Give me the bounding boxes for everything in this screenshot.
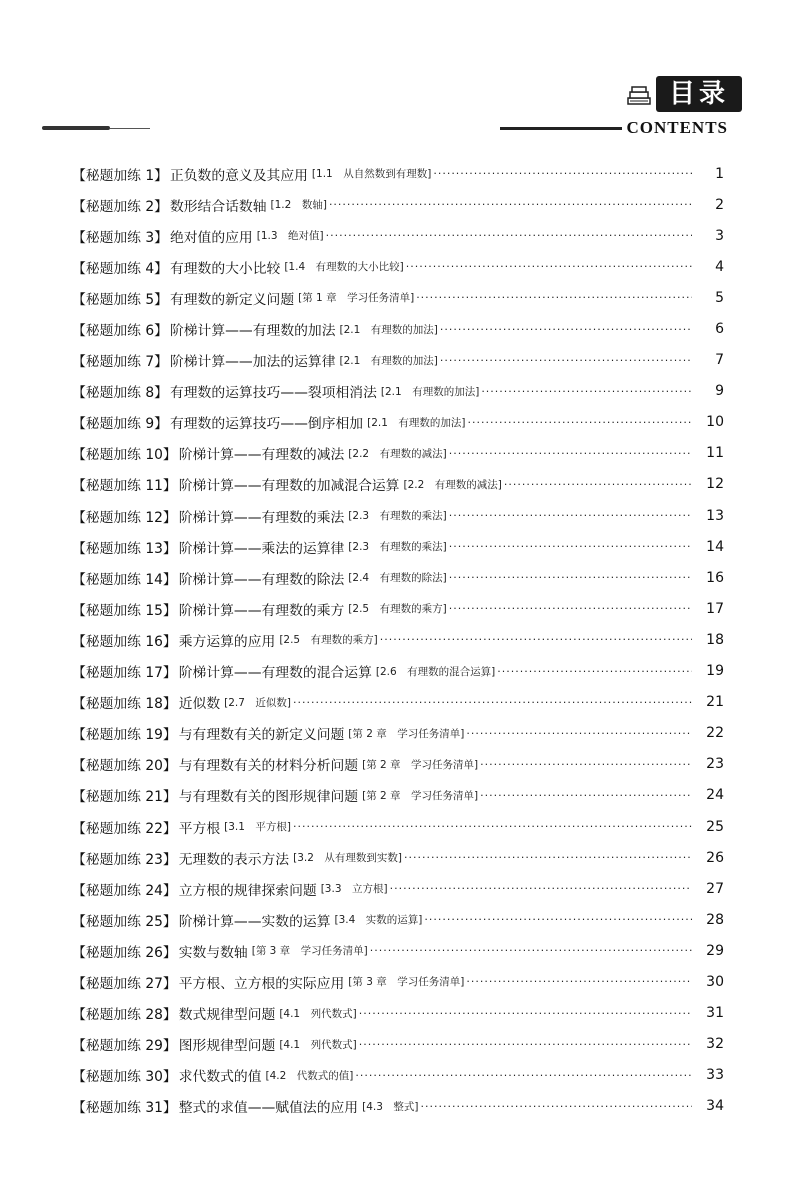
toc-entry-source: [第 2 章 学习任务清单] bbox=[362, 758, 479, 771]
toc-entry-page: 4 bbox=[715, 258, 724, 275]
toc-entry-source: [2.1 有理数的加法] bbox=[367, 416, 466, 429]
toc-entry-title: 与有理数有关的材料分析问题 bbox=[178, 758, 359, 775]
toc-entry-title: 无理数的表示方法 bbox=[178, 851, 290, 868]
toc-entry-tag: 【秘题加练 3】 bbox=[72, 229, 168, 246]
toc-entry-tag: 【秘题加练 29】 bbox=[72, 1038, 177, 1055]
toc-entry[interactable] bbox=[72, 282, 724, 313]
toc-entry-title: 与有理数有关的图形规律问题 bbox=[178, 789, 359, 806]
toc-entry-source: [4.1 列代数式] bbox=[279, 1007, 357, 1020]
toc-entry-page: 23 bbox=[706, 756, 724, 773]
toc-leader-dots bbox=[416, 291, 692, 304]
toc-entry-source: [2.3 有理数的乘法] bbox=[348, 510, 447, 523]
toc-entry-page: 19 bbox=[706, 663, 724, 680]
toc-entry-page: 27 bbox=[706, 880, 724, 897]
toc-entry-page: 29 bbox=[706, 942, 724, 959]
toc-entry-tag: 【秘题加练 1】 bbox=[72, 167, 168, 184]
toc-entry-title: 阶梯计算——有理数的除法 bbox=[178, 571, 345, 588]
toc-entry-source: [1.4 有理数的大小比较] bbox=[284, 261, 404, 274]
toc-leader-dots bbox=[466, 727, 692, 740]
table-of-contents bbox=[72, 158, 724, 1122]
toc-entry-title: 立方根的规律探索问题 bbox=[178, 882, 317, 899]
toc-entry-tag: 【秘题加练 31】 bbox=[72, 1100, 177, 1117]
toc-entry[interactable] bbox=[72, 811, 724, 842]
toc-entry[interactable] bbox=[72, 687, 724, 718]
toc-entry-tag: 【秘题加练 18】 bbox=[72, 696, 177, 713]
toc-entry-title: 平方根 bbox=[178, 820, 221, 837]
toc-entry[interactable] bbox=[72, 935, 724, 966]
toc-entry-page: 21 bbox=[706, 694, 724, 711]
toc-leader-dots bbox=[293, 696, 692, 709]
toc-entry[interactable] bbox=[72, 376, 724, 407]
toc-leader-dots bbox=[440, 323, 692, 336]
toc-entry-tag: 【秘题加练 23】 bbox=[72, 851, 177, 868]
toc-entry-title: 阶梯计算——实数的运算 bbox=[178, 913, 331, 930]
toc-entry-source: [2.5 有理数的乘方] bbox=[279, 634, 378, 647]
toc-entry-page: 26 bbox=[706, 849, 724, 866]
toc-entry[interactable] bbox=[72, 158, 724, 189]
left-rule bbox=[42, 126, 110, 130]
toc-entry-tag: 【秘题加练 30】 bbox=[72, 1069, 177, 1086]
page-header bbox=[0, 0, 800, 140]
mulu-title: 目录 bbox=[656, 76, 742, 112]
toc-entry-title: 求代数式的值 bbox=[178, 1069, 262, 1086]
toc-entry-title: 阶梯计算——有理数的乘法 bbox=[178, 509, 345, 526]
toc-entry-page: 6 bbox=[715, 321, 724, 338]
toc-entry-page: 11 bbox=[706, 445, 724, 462]
toc-entry-tag: 【秘题加练 24】 bbox=[72, 882, 177, 899]
toc-leader-dots bbox=[468, 416, 692, 429]
toc-entry[interactable] bbox=[72, 593, 724, 624]
toc-entry-page: 22 bbox=[706, 725, 724, 742]
toc-leader-dots bbox=[355, 1069, 692, 1082]
toc-entry-tag: 【秘题加练 19】 bbox=[72, 727, 177, 744]
toc-leader-dots bbox=[421, 1100, 693, 1113]
toc-entry-source: [2.2 有理数的减法] bbox=[348, 447, 447, 460]
toc-entry-tag: 【秘题加练 20】 bbox=[72, 758, 177, 775]
toc-entry-title: 有理数的运算技巧——倒序相加 bbox=[169, 416, 364, 433]
toc-entry[interactable] bbox=[72, 1029, 724, 1060]
toc-entry-page: 2 bbox=[715, 196, 724, 213]
toc-entry-tag: 【秘题加练 21】 bbox=[72, 789, 177, 806]
toc-entry-title: 有理数的运算技巧——裂项相消法 bbox=[169, 385, 377, 402]
toc-entry-source: [4.1 列代数式] bbox=[279, 1038, 357, 1051]
toc-entry[interactable] bbox=[72, 251, 724, 282]
toc-entry-tag: 【秘题加练 11】 bbox=[72, 478, 177, 495]
toc-entry-page: 10 bbox=[706, 414, 724, 431]
toc-leader-dots bbox=[480, 758, 692, 771]
toc-leader-dots bbox=[406, 260, 692, 273]
toc-entry-tag: 【秘题加练 28】 bbox=[72, 1007, 177, 1024]
toc-entry-source: [3.2 从有理数到实数] bbox=[293, 852, 403, 865]
toc-entry-tag: 【秘题加练 2】 bbox=[72, 198, 168, 215]
toc-entry-source: [第 2 章 学习任务清单] bbox=[362, 789, 479, 802]
toc-entry-tag: 【秘题加练 9】 bbox=[72, 416, 168, 433]
toc-entry-source: [2.1 有理数的加法] bbox=[339, 323, 438, 336]
toc-entry-source: [2.1 有理数的加法] bbox=[380, 385, 480, 398]
toc-entry-title: 数式规律型问题 bbox=[178, 1007, 276, 1024]
toc-entry[interactable] bbox=[72, 345, 724, 376]
toc-entry-source: [1.1 从自然数到有理数] bbox=[311, 168, 432, 181]
toc-entry-page: 24 bbox=[706, 787, 724, 804]
toc-entry-source: [2.1 有理数的加法] bbox=[339, 354, 438, 367]
toc-entry[interactable] bbox=[72, 189, 724, 220]
toc-entry-title: 阶梯计算——有理数的加法 bbox=[169, 323, 336, 340]
toc-entry-tag: 【秘题加练 14】 bbox=[72, 571, 177, 588]
toc-entry-source: [2.4 有理数的除法] bbox=[348, 572, 447, 585]
toc-entry-source: [3.4 实数的运算] bbox=[334, 914, 423, 927]
toc-entry-page: 3 bbox=[715, 227, 724, 244]
toc-entry-page: 5 bbox=[715, 289, 724, 306]
toc-entry-page: 1 bbox=[715, 165, 724, 182]
toc-leader-dots bbox=[370, 944, 692, 957]
toc-entry-tag: 【秘题加练 7】 bbox=[72, 354, 168, 371]
toc-entry-source: [4.2 代数式的值] bbox=[265, 1069, 354, 1082]
toc-leader-dots bbox=[293, 820, 692, 833]
toc-entry-source: [4.3 整式] bbox=[362, 1100, 419, 1113]
toc-leader-dots bbox=[390, 882, 692, 895]
toc-entry-title: 实数与数轴 bbox=[178, 944, 248, 961]
toc-entry-source: [1.2 数轴] bbox=[270, 199, 327, 212]
toc-entry[interactable] bbox=[72, 1091, 724, 1122]
toc-entry[interactable] bbox=[72, 780, 724, 811]
toc-entry-tag: 【秘题加练 15】 bbox=[72, 602, 177, 619]
toc-entry-source: [第 3 章 学习任务清单] bbox=[251, 945, 368, 958]
toc-entry[interactable] bbox=[72, 469, 724, 500]
toc-entry-title: 有理数的新定义问题 bbox=[169, 291, 295, 308]
toc-entry[interactable] bbox=[72, 1060, 724, 1091]
toc-entry-page: 13 bbox=[706, 507, 724, 524]
toc-entry-page: 32 bbox=[706, 1036, 724, 1053]
toc-leader-dots bbox=[466, 975, 692, 988]
toc-leader-dots bbox=[481, 385, 692, 398]
toc-entry[interactable] bbox=[72, 220, 724, 251]
toc-entry-source: [3.1 平方根] bbox=[224, 821, 292, 834]
toc-leader-dots bbox=[449, 602, 692, 615]
toc-leader-dots bbox=[440, 354, 692, 367]
toc-entry-tag: 【秘题加练 25】 bbox=[72, 913, 177, 930]
toc-entry-title: 阶梯计算——加法的运算律 bbox=[169, 354, 336, 371]
toc-entry-page: 25 bbox=[706, 818, 724, 835]
toc-leader-dots bbox=[433, 167, 692, 180]
toc-entry[interactable] bbox=[72, 749, 724, 780]
toc-entry-source: [2.5 有理数的乘方] bbox=[348, 603, 447, 616]
toc-entry-page: 9 bbox=[715, 383, 724, 400]
toc-entry[interactable] bbox=[72, 313, 724, 344]
toc-entry-tag: 【秘题加练 10】 bbox=[72, 447, 177, 464]
toc-leader-dots bbox=[449, 509, 692, 522]
toc-leader-dots bbox=[359, 1007, 692, 1020]
toc-leader-dots bbox=[329, 198, 692, 211]
toc-entry-page: 7 bbox=[715, 352, 724, 369]
toc-entry-source: [第 2 章 学习任务清单] bbox=[348, 727, 465, 740]
right-rule bbox=[500, 127, 622, 130]
toc-entry-page: 16 bbox=[706, 569, 724, 586]
toc-entry-page: 31 bbox=[706, 1005, 724, 1022]
toc-entry-title: 图形规律型问题 bbox=[178, 1038, 276, 1055]
toc-entry-tag: 【秘题加练 6】 bbox=[72, 323, 168, 340]
toc-entry[interactable] bbox=[72, 438, 724, 469]
toc-entry-title: 绝对值的应用 bbox=[169, 229, 253, 246]
toc-entry-source: [2.2 有理数的减法] bbox=[403, 478, 502, 491]
toc-entry-tag: 【秘题加练 27】 bbox=[72, 975, 177, 992]
left-rule-thin bbox=[110, 128, 150, 129]
toc-entry-tag: 【秘题加练 4】 bbox=[72, 260, 168, 277]
toc-leader-dots bbox=[404, 851, 692, 864]
toc-leader-dots bbox=[449, 540, 692, 553]
toc-entry-page: 33 bbox=[706, 1067, 724, 1084]
toc-entry-title: 阶梯计算——有理数的乘方 bbox=[178, 602, 345, 619]
toc-leader-dots bbox=[497, 665, 692, 678]
toc-entry-title: 近似数 bbox=[178, 696, 221, 713]
toc-entry-title: 平方根、立方根的实际应用 bbox=[178, 975, 345, 992]
toc-leader-dots bbox=[424, 913, 692, 926]
toc-entry-title: 正负数的意义及其应用 bbox=[169, 167, 308, 184]
toc-entry-tag: 【秘题加练 8】 bbox=[72, 385, 168, 402]
contents-label: CONTENTS bbox=[626, 118, 728, 137]
toc-leader-dots bbox=[504, 478, 692, 491]
toc-entry-source: [第 1 章 学习任务清单] bbox=[298, 292, 415, 305]
toc-entry-page: 28 bbox=[706, 911, 724, 928]
toc-entry-title: 与有理数有关的新定义问题 bbox=[178, 727, 345, 744]
toc-entry[interactable] bbox=[72, 624, 724, 655]
toc-entry-title: 阶梯计算——乘法的运算律 bbox=[178, 540, 345, 557]
toc-entry-title: 整式的求值——赋值法的应用 bbox=[178, 1100, 359, 1117]
toc-leader-dots bbox=[480, 789, 692, 802]
toc-leader-dots bbox=[326, 229, 692, 242]
toc-entry[interactable] bbox=[72, 998, 724, 1029]
toc-entry[interactable] bbox=[72, 873, 724, 904]
toc-entry[interactable] bbox=[72, 531, 724, 562]
toc-entry-tag: 【秘题加练 17】 bbox=[72, 665, 177, 682]
toc-entry-source: [2.6 有理数的混合运算] bbox=[375, 665, 496, 678]
toc-entry-tag: 【秘题加练 22】 bbox=[72, 820, 177, 837]
toc-entry-page: 17 bbox=[706, 600, 724, 617]
toc-entry-title: 阶梯计算——有理数的减法 bbox=[178, 447, 345, 464]
toc-entry-source: [1.3 绝对值] bbox=[256, 230, 324, 243]
toc-entry-tag: 【秘题加练 16】 bbox=[72, 633, 177, 650]
toc-entry-source: [第 3 章 学习任务清单] bbox=[348, 976, 465, 989]
toc-entry-source: [2.3 有理数的乘法] bbox=[348, 541, 447, 554]
toc-entry-tag: 【秘题加练 26】 bbox=[72, 944, 177, 961]
toc-entry-title: 有理数的大小比较 bbox=[169, 260, 281, 277]
toc-entry-page: 18 bbox=[706, 631, 724, 648]
toc-leader-dots bbox=[449, 447, 692, 460]
contents-logo bbox=[626, 76, 744, 114]
toc-entry-page: 34 bbox=[706, 1098, 724, 1115]
toc-entry-page: 30 bbox=[706, 973, 724, 990]
toc-entry[interactable] bbox=[72, 966, 724, 997]
toc-entry-title: 阶梯计算——有理数的加减混合运算 bbox=[178, 478, 400, 495]
toc-entry[interactable] bbox=[72, 842, 724, 873]
toc-leader-dots bbox=[359, 1038, 692, 1051]
toc-entry-title: 阶梯计算——有理数的混合运算 bbox=[178, 665, 372, 682]
toc-entry-source: [3.3 立方根] bbox=[320, 883, 388, 896]
toc-entry[interactable] bbox=[72, 718, 724, 749]
toc-leader-dots bbox=[449, 571, 692, 584]
toc-entry-title: 乘方运算的应用 bbox=[178, 633, 276, 650]
toc-entry[interactable] bbox=[72, 407, 724, 438]
toc-entry[interactable] bbox=[72, 562, 724, 593]
toc-entry[interactable] bbox=[72, 904, 724, 935]
toc-entry-tag: 【秘题加练 13】 bbox=[72, 540, 177, 557]
toc-entry-tag: 【秘题加练 12】 bbox=[72, 509, 177, 526]
books-icon bbox=[626, 84, 652, 108]
toc-entry-source: [2.7 近似数] bbox=[224, 696, 292, 709]
toc-entry-title: 数形结合话数轴 bbox=[169, 198, 267, 215]
toc-leader-dots bbox=[380, 633, 692, 646]
toc-entry[interactable] bbox=[72, 500, 724, 531]
toc-entry-tag: 【秘题加练 5】 bbox=[72, 291, 168, 308]
toc-entry-page: 14 bbox=[706, 538, 724, 555]
toc-entry[interactable] bbox=[72, 656, 724, 687]
toc-entry-page: 12 bbox=[706, 476, 724, 493]
